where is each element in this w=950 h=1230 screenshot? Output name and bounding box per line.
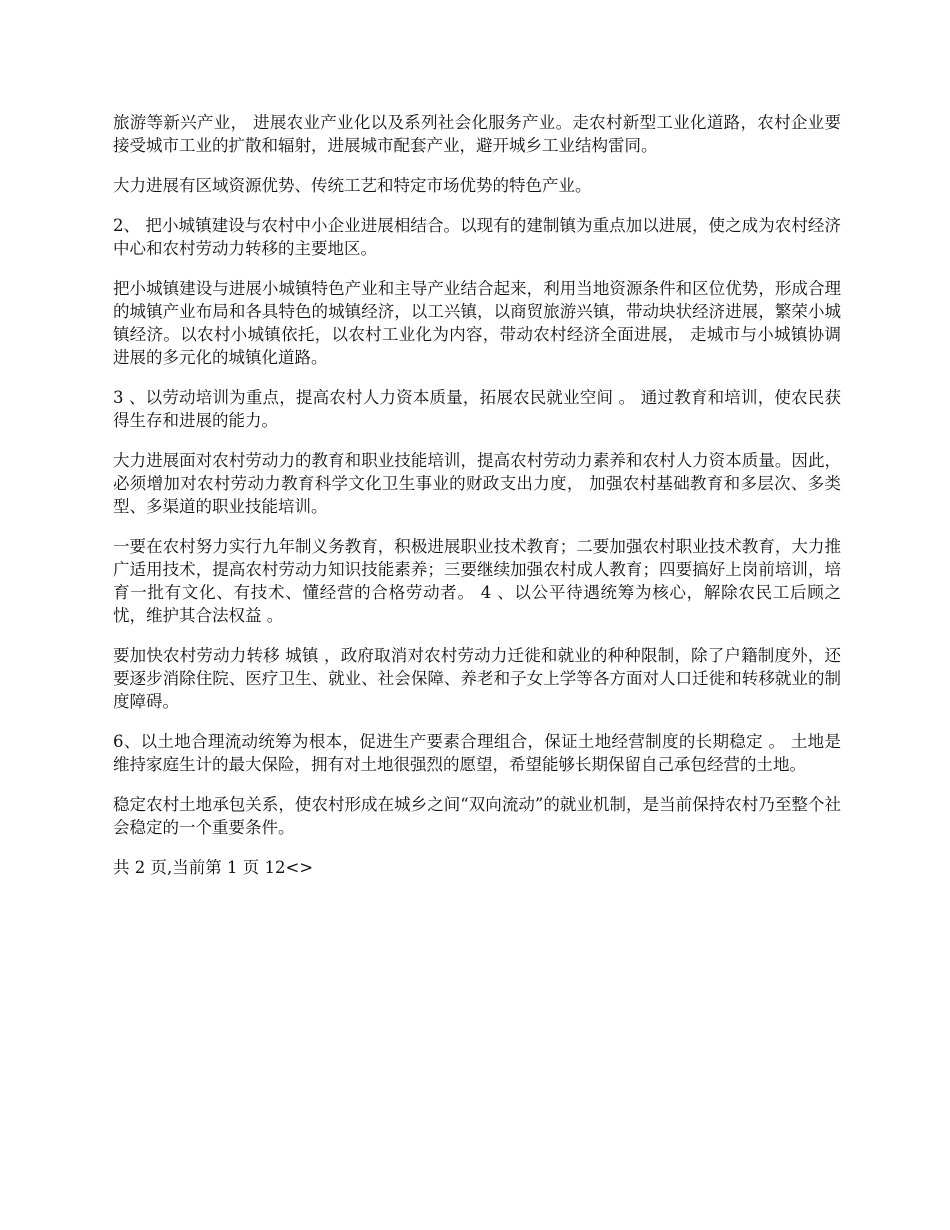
paragraph-7: 一要在农村努力实行九年制义务教育，积极进展职业技术教育；二要加强农村职业技术教育，大力推广适用技术，提高农村劳动力知识技能素养；三要继续加强农村成人教育；四要搞好上岗前培训，培育一批有文化、有技术、懂经营的合格劳动者。 4 、以公平待遇统筹为核心，解除农民工后顾之忧，维护其合法权益 。 bbox=[113, 537, 841, 625]
paragraph-4: 把小城镇建设与进展小城镇特色产业和主导产业结合起来，利用当地资源条件和区位优势，形成合理的城镇产业布局和各具特色的城镇经济，以工兴镇，以商贸旅游兴镇，带动块状经济进展，繁荣小城镇经济。以农村小城镇依托，以农村工业化为内容，带动农村经济全面进展， 走城市与小城镇协调进展的多元化的城镇化道路。 bbox=[113, 279, 841, 367]
paragraph-9: 6、以土地合理流动统筹为根本，促进生产要素合理组合，保证土地经营制度的长期稳定 。 土地是维持家庭生计的最大保险，拥有对土地很强烈的愿望，希望能够长期保留自己承包经营的土地。 bbox=[113, 732, 841, 774]
paragraph-8: 要加快农村劳动力转移 城镇 ，政府取消对农村劳动力迁徙和就业的种种限制，除了户籍制度外，还要逐步消除住院、医疗卫生、就业、社会保障、养老和子女上学等各方面对人口迁徙和转移就业的制度障碍。 bbox=[113, 646, 841, 711]
document-body bbox=[113, 111, 841, 896]
paragraph-1: 旅游等新兴产业， 进展农业产业化以及系列社会化服务产业。走农村新型工业化道路，农村企业要接受城市工业的扩散和辐射，进展城市配套产业，避开城乡工业结构雷同。 bbox=[113, 113, 841, 155]
paragraph-5: 3 、以劳动培训为重点，提高农村人力资本质量，拓展农民就业空间 。 通过教育和培训，使农民获得生存和进展的能力。 bbox=[113, 388, 841, 430]
paragraph-6: 大力进展面对农村劳动力的教育和职业技能培训，提高农村劳动力素养和农村人力资本质量。因此，必须增加对农村劳动力教育科学文化卫生事业的财政支出力度， 加强农村基础教育和多层次、多类型、多渠道的职业技能培训。 bbox=[113, 451, 841, 516]
paragraph-3: 2、 把小城镇建设与农村中小企业进展相结合。以现有的建制镇为重点加以进展，使之成为农村经济中心和农村劳动力转移的主要地区。 bbox=[113, 216, 841, 258]
paragraph-2: 大力进展有区域资源优势、传统工艺和特定市场优势的特色产业。 bbox=[113, 176, 592, 195]
pagination-text: 共 2 页,当前第 1 页 12<> bbox=[113, 858, 314, 877]
paragraph-10: 稳定农村土地承包关系，使农村形成在城乡之间“双向流动”的就业机制，是当前保持农村乃至整个社会稳定的一个重要条件。 bbox=[113, 795, 841, 837]
